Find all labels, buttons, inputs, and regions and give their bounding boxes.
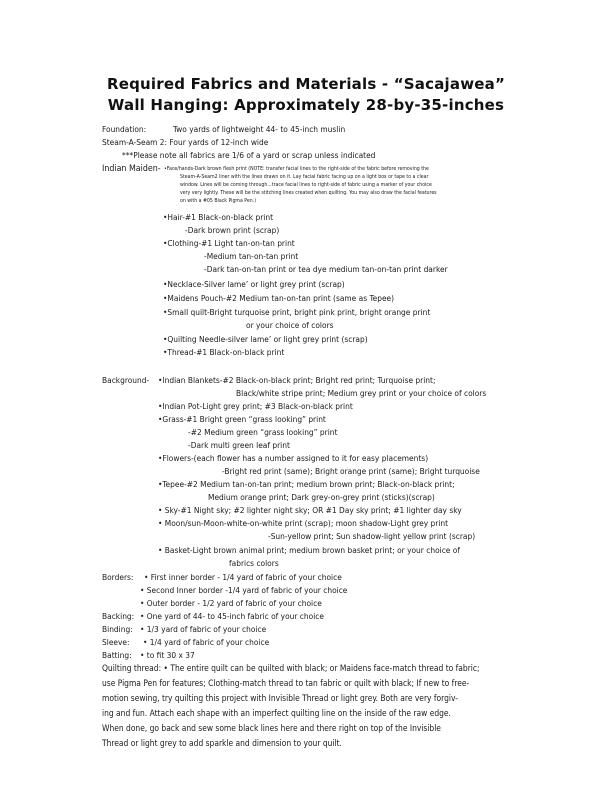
fabric-note: ***Please note all fabrics are 1/6 of a yard or scrap unless indicated — [122, 150, 376, 160]
quilting-thread-line: motion sewing, try quilting this project with Invisible Thread or light grey. Both are very forgiv- — [102, 693, 458, 703]
backing-label: Backing: — [102, 611, 135, 621]
background-item: • Moon/sun-Moon-white-on-white print (scrap); moon shadow-Light grey print — [158, 518, 449, 528]
steam-a-seam-text: Steam-A-Seam 2: Four yards of 12-inch wide — [102, 137, 269, 147]
maiden-item: -Medium tan-on-tan print — [204, 251, 299, 261]
maiden-item: •Hair-#1 Black-on-black print — [163, 212, 274, 222]
sleeve-text: • 1/4 yard of fabric of your choice — [143, 637, 270, 647]
foundation-label: Foundation: — [102, 124, 147, 134]
face-note-line: Steam-A-Seam2 liner with the lines drawn on it. Lay facial fabric facing up on a light box or tape to a clear — [180, 174, 429, 180]
binding-label: Binding: — [102, 624, 133, 634]
background-item: Black/white stripe print; Medium grey print or your choice of colors — [236, 388, 487, 398]
border-item: • First inner border - 1/4 yard of fabric of your choice — [144, 572, 342, 582]
background-item: -Bright red print (same); Bright orange print (same); Bright turquoise — [222, 466, 480, 476]
title-line-2: Wall Hanging: Approximately 28-by-35-inches — [107, 96, 505, 114]
background-item: -#2 Medium green “grass looking” print — [188, 427, 338, 437]
background-item: •Indian Blankets-#2 Black-on-black print; Bright red print; Turquoise print; — [158, 375, 436, 385]
maiden-item: or your choice of colors — [246, 320, 334, 330]
batting-label: Batting: — [102, 650, 132, 660]
face-note-line: •Face/hands-Dark brown flesh print (NOTE: transfer facial lines to the right-side of the fabric before removing the — [164, 166, 429, 172]
background-item: •Tepee-#2 Medium tan-on-tan print; medium brown print; Black-on-black print; — [158, 479, 455, 489]
maiden-item: •Necklace-Silver lame’ or light grey print (scrap) — [163, 279, 345, 289]
background-item: •Grass-#1 Bright green “grass looking” print — [158, 414, 326, 424]
maiden-item: -Dark brown print (scrap) — [185, 225, 280, 235]
batting-text: • to fit 30 x 37 — [140, 650, 195, 660]
quilting-thread-line: When done, go back and sew some black lines here and there right on top of the Invisible — [102, 723, 441, 733]
background-item: fabrics colors — [229, 558, 279, 568]
foundation-text: Two yards of lightweight 44- to 45-inch muslin — [173, 124, 346, 134]
maiden-item: •Small quilt-Bright turquoise print, bright pink print, bright orange print — [163, 307, 431, 317]
background-label: Background- — [102, 375, 150, 385]
backing-text: • One yard of 44- to 45-inch fabric of your choice — [140, 611, 324, 621]
indian-maiden-label: Indian Maiden- — [102, 164, 161, 174]
maiden-item: •Clothing-#1 Light tan-on-tan print — [163, 238, 295, 248]
background-item: Medium orange print; Dark grey-on-grey print (sticks)(scrap) — [208, 492, 435, 502]
maiden-item: •Quilting Needle-silver lame’ or light grey print (scrap) — [163, 334, 368, 344]
quilting-thread-line: use Pigma Pen for features; Clothing-match thread to tan fabric or quilt with black; If new to free- — [102, 678, 470, 688]
face-note-line: window. Lines will be coming through...trace facial lines to right-side of fabric using a marker of your choice — [180, 182, 432, 188]
sleeve-label: Sleeve: — [102, 637, 130, 647]
borders-label: Borders: — [102, 572, 134, 582]
binding-text: • 1/3 yard of fabric of your choice — [140, 624, 267, 634]
title-line-1: Required Fabrics and Materials - “Sacajawea” — [106, 75, 506, 93]
maiden-item: •Maidens Pouch-#2 Medium tan-on-tan print (same as Tepee) — [163, 293, 395, 303]
border-item: • Outer border - 1/2 yard of fabric of your choice — [140, 598, 322, 608]
background-item: •Indian Pot-Light grey print; #3 Black-on-black print — [158, 401, 353, 411]
quilting-thread-line: ing and fun. Attach each shape with an imperfect quilting line on the inside of the raw edge. — [102, 708, 451, 718]
background-item: • Basket-Light brown animal print; medium brown basket print; or your choice of — [158, 545, 460, 555]
background-item: •Flowers-(each flower has a number assigned to it for easy placements) — [158, 453, 429, 463]
quilting-thread-line: Thread or light grey to add sparkle and dimension to your quilt. — [102, 738, 342, 748]
quilting-thread-line: Quilting thread: • The entire quilt can be quilted with black; or Maidens face-match thread to fabric; — [102, 663, 480, 673]
background-item: • Sky-#1 Night sky; #2 lighter night sky; OR #1 Day sky print; #1 lighter day sky — [158, 505, 462, 515]
background-item: -Dark multi green leaf print — [188, 440, 290, 450]
maiden-item: •Thread-#1 Black-on-black print — [163, 347, 285, 357]
face-note-line: on with a #05 Black Pigma Pen.) — [180, 198, 257, 204]
background-item: -Sun-yellow print; Sun shadow-light yellow print (scrap) — [268, 531, 476, 541]
face-note-line: very very lightly. These will be the stitching lines created when quilting. You may also draw the facial features — [180, 190, 437, 196]
border-item: • Second Inner border -1/4 yard of fabric of your choice — [140, 585, 348, 595]
maiden-item: -Dark tan-on-tan print or tea dye medium tan-on-tan print darker — [204, 264, 448, 274]
